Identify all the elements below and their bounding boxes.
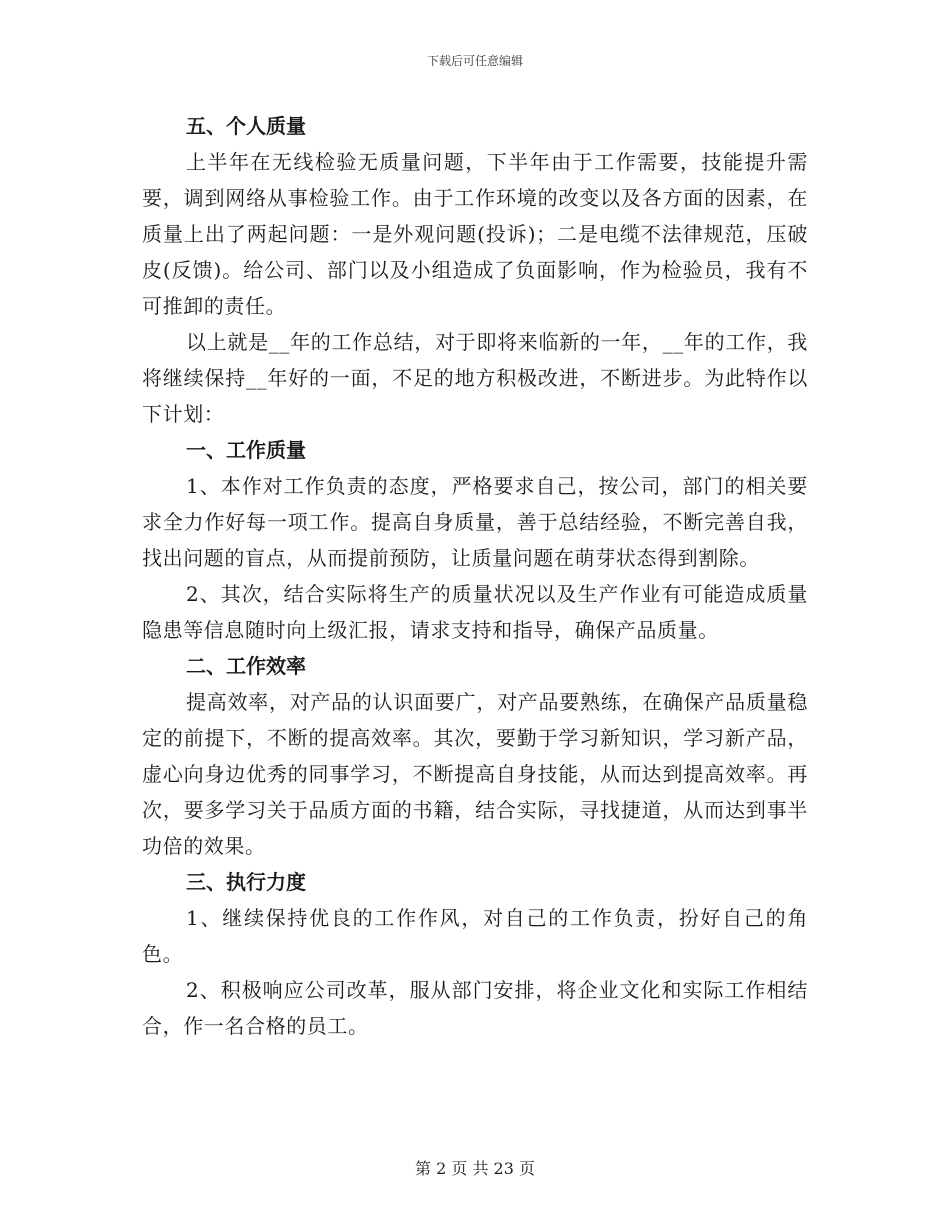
paragraph-work-quality-2: 2、其次，结合实际将生产的质量状况以及生产作业有可能造成质量隐患等信息随时向上级汇报，请求支持和指导，确保产品质量。 [142,582,808,642]
section-heading-work-efficiency: 二、工作效率 [186,654,306,678]
paragraph-execution-2: 2、积极响应公司改革，服从部门安排，将企业文化和实际工作相结合，作一名合格的员工。 [142,978,808,1038]
paragraph-work-efficiency: 提高效率，对产品的认识面要广，对产品要熟练，在确保产品质量稳定的前提下，不断的提高效率。其次，要勤于学习新知识，学习新产品，虚心向身边优秀的同事学习，不断提高自身技能，从而达到提高效率。再次，要多学习关于品质方面的书籍，结合实际，寻找捷道，从而达到事半功倍的效果。 [142,690,808,858]
document-body [142,108,808,1044]
section-heading-execution: 三、执行力度 [186,870,306,894]
page-header: 下载后可任意编辑 [426,54,523,68]
paragraph-work-quality-1: 1、本作对工作负责的态度，严格要求自己，按公司，部门的相关要求全力作好每一项工作。提高自身质量，善于总结经验，不断完善自我，找出问题的盲点，从而提前预防，让质量问题在萌芽状态得到割除。 [142,474,808,570]
paragraph-summary-plan: 以上就是__年的工作总结，对于即将来临新的一年，__年的工作，我将继续保持__年好的一面，不足的地方积极改进，不断进步。为此特作以下计划： [142,330,808,426]
section-heading-personal-quality: 五、个人质量 [186,114,306,138]
paragraph-personal-quality: 上半年在无线检验无质量问题，下半年由于工作需要，技能提升需要，调到网络从事检验工作。由于工作环境的改变以及各方面的因素，在质量上出了两起问题：一是外观问题(投诉)；二是电缆不法律规范，压破皮(反馈)。给公司、部门以及小组造成了负面影响，作为检验员，我有不可推卸的责任。 [142,150,808,318]
page-footer: 第 2 页 共 23 页 [415,1159,535,1178]
section-heading-work-quality: 一、工作质量 [186,438,306,462]
paragraph-execution-1: 1、继续保持优良的工作作风，对自己的工作负责，扮好自己的角色。 [142,906,808,966]
